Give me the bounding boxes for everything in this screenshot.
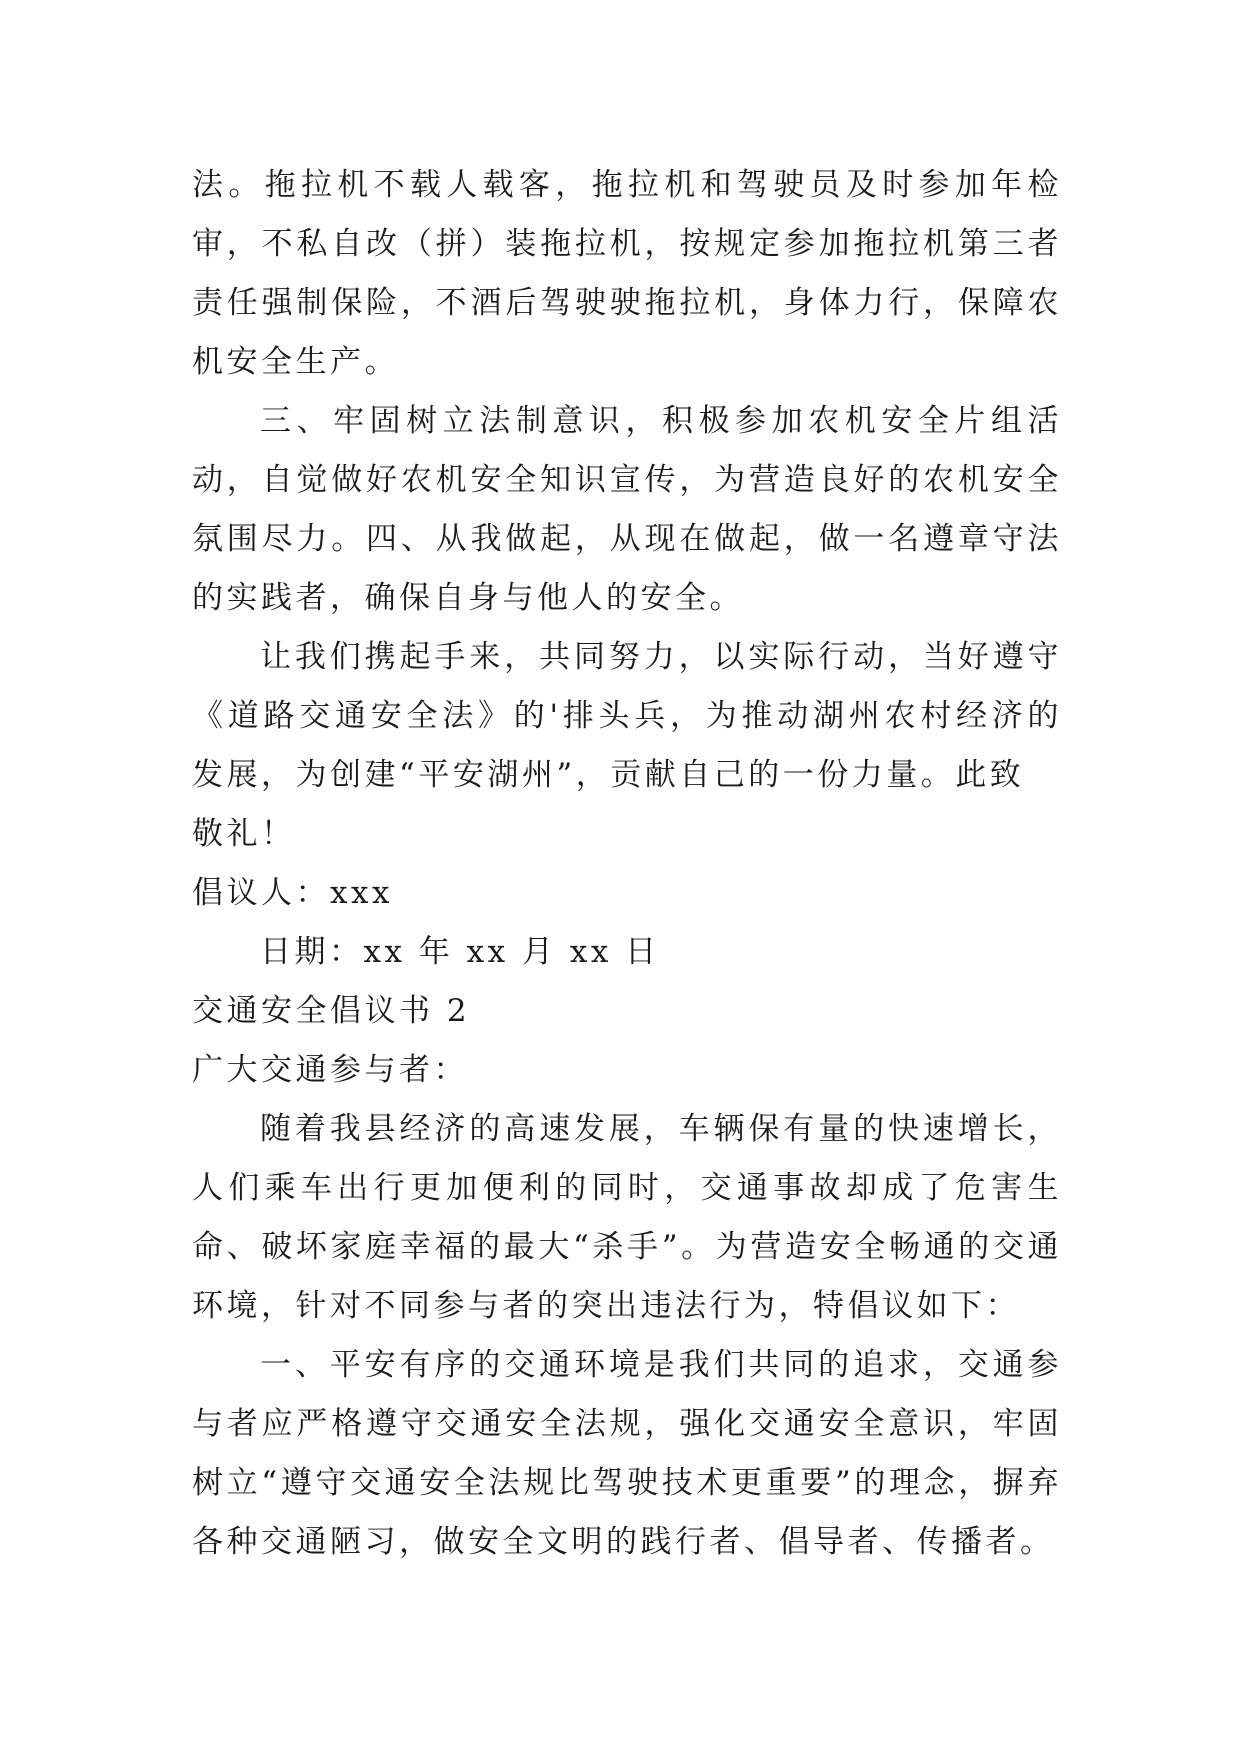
addressee-line: 广大交通参与者： xyxy=(192,1052,468,1088)
paragraph-section-three: 三、牢固树立法制意识，积极参加农机安全片组活动，自觉做好农机安全知识宣传，为营造良好的农机安全氛围尽力。四、从我做起，从现在做起，做一名遵章守法的实践者，确保自身与他人的安全。 xyxy=(192,403,1062,616)
document-page xyxy=(192,156,1062,1572)
proposer-line: 倡议人：xxx xyxy=(192,875,393,911)
paragraph-farm-machinery-rules: 法。拖拉机不载人载客，拖拉机和驾驶员及时参加年检审，不私自改（拼）装拖拉机，按规定参加拖拉机第三者责任强制保险，不酒后驾驶驶拖拉机，身体力行，保障农机安全生产。 xyxy=(192,167,1062,380)
salutation: 敬礼！ xyxy=(192,816,296,852)
section-title: 交通安全倡议书 2 xyxy=(192,993,471,1029)
paragraph-point-one: 一、平安有序的交通环境是我们共同的追求，交通参与者应严格遵守交通安全法规，强化交通安全意识，牢固树立“遵守交通安全法规比驾驶技术更重要”的理念，摒弃各种交通陋习，做安全文明的践行者、倡导者、传播者。 xyxy=(192,1347,1062,1560)
paragraph-introduction: 随着我县经济的高速发展，车辆保有量的快速增长，人们乘车出行更加便利的同时，交通事故却成了危害生命、破坏家庭幸福的最大“杀手”。为营造安全畅通的交通环境，针对不同参与者的突出违法行为，特倡议如下： xyxy=(192,1111,1062,1324)
date-line: 日期：xx 年 xx 月 xx 日 xyxy=(260,934,660,970)
paragraph-closing-appeal: 让我们携起手来，共同努力，以实际行动，当好遵守《道路交通安全法》的'排头兵，为推动湖州农村经济的发展，为创建“平安湖州”，贡献自己的一份力量。此致 xyxy=(192,639,1062,793)
